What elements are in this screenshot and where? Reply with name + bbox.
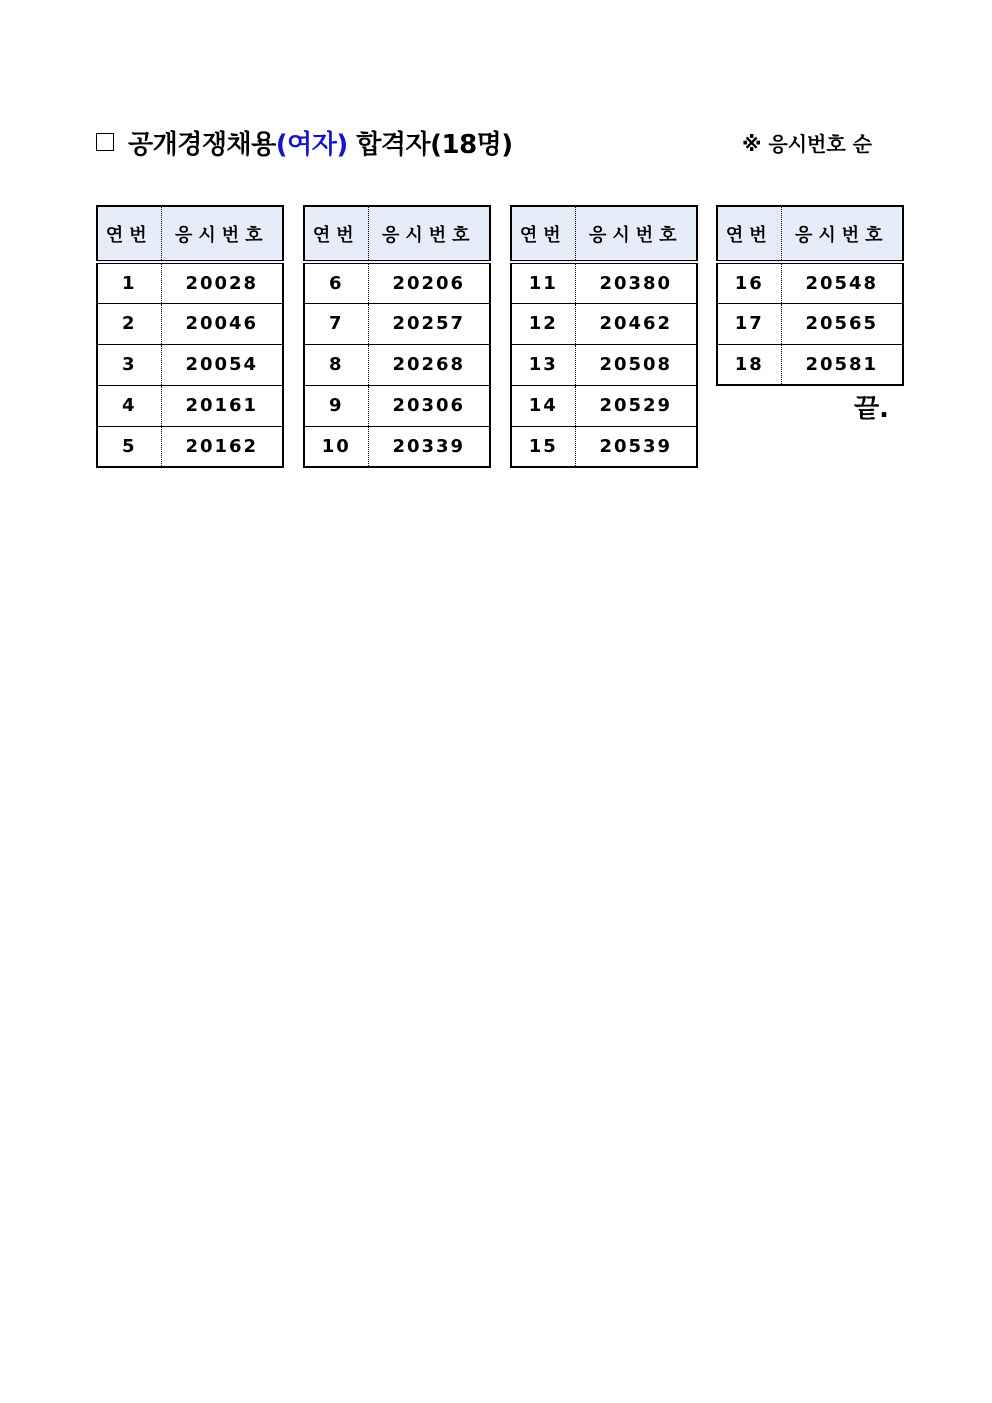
- table-row: [717, 303, 903, 344]
- exam-no-cell: 20028: [161, 262, 283, 303]
- header-exam-no: 응시번호: [161, 206, 283, 262]
- seq-cell: 11: [511, 262, 575, 303]
- table-row: [717, 344, 903, 385]
- exam-no-cell: 20529: [575, 385, 697, 426]
- header-seq: 연번: [304, 206, 368, 262]
- table-row: [97, 262, 283, 303]
- title-highlight: (여자): [275, 129, 348, 160]
- exam-no-cell: 20306: [368, 385, 490, 426]
- exam-no-cell: 20268: [368, 344, 490, 385]
- table-row: [304, 344, 490, 385]
- table-row: [97, 344, 283, 385]
- table-header-row: [717, 206, 903, 262]
- exam-no-cell: 20539: [575, 426, 697, 467]
- exam-no-cell: 20046: [161, 303, 283, 344]
- page-title: [96, 122, 513, 162]
- table-row: [511, 262, 697, 303]
- result-table-3: [510, 205, 698, 468]
- header-seq: 연번: [97, 206, 161, 262]
- table-row: [511, 344, 697, 385]
- table-row: [511, 385, 697, 426]
- table-row: [511, 426, 697, 467]
- exam-no-cell: 20508: [575, 344, 697, 385]
- title-prefix: 공개경쟁채용: [128, 129, 276, 160]
- table-header-row: [511, 206, 697, 262]
- seq-cell: 18: [717, 344, 781, 385]
- seq-cell: 1: [97, 262, 161, 303]
- seq-cell: 2: [97, 303, 161, 344]
- seq-cell: 5: [97, 426, 161, 467]
- exam-no-cell: 20206: [368, 262, 490, 303]
- seq-cell: 4: [97, 385, 161, 426]
- table-row: [717, 262, 903, 303]
- end-mark: 끝.: [854, 394, 889, 424]
- table-header-row: [97, 206, 283, 262]
- table-row: [304, 303, 490, 344]
- result-table-4: [716, 205, 904, 386]
- seq-cell: 13: [511, 344, 575, 385]
- title-suffix: 합격자(18명): [347, 129, 513, 160]
- header-exam-no: 응시번호: [575, 206, 697, 262]
- seq-cell: 8: [304, 344, 368, 385]
- result-table-1: [96, 205, 284, 468]
- exam-no-cell: 20581: [781, 344, 903, 385]
- seq-cell: 15: [511, 426, 575, 467]
- seq-cell: 9: [304, 385, 368, 426]
- header-seq: 연번: [717, 206, 781, 262]
- seq-cell: 3: [97, 344, 161, 385]
- exam-no-cell: 20161: [161, 385, 283, 426]
- table-row: [304, 385, 490, 426]
- header-exam-no: 응시번호: [368, 206, 490, 262]
- table-row: [97, 303, 283, 344]
- seq-cell: 10: [304, 426, 368, 467]
- table-header-row: [304, 206, 490, 262]
- table-row: [97, 426, 283, 467]
- seq-cell: 12: [511, 303, 575, 344]
- exam-no-cell: 20054: [161, 344, 283, 385]
- exam-no-cell: 20548: [781, 262, 903, 303]
- exam-no-cell: 20565: [781, 303, 903, 344]
- result-table-2: [303, 205, 491, 468]
- table-row: [511, 303, 697, 344]
- exam-no-cell: 20162: [161, 426, 283, 467]
- sort-note: ※ 응시번호 순: [742, 131, 872, 156]
- seq-cell: 14: [511, 385, 575, 426]
- seq-cell: 17: [717, 303, 781, 344]
- header-exam-no: 응시번호: [781, 206, 903, 262]
- table-row: [304, 262, 490, 303]
- table-row: [304, 426, 490, 467]
- seq-cell: 7: [304, 303, 368, 344]
- exam-no-cell: 20339: [368, 426, 490, 467]
- seq-cell: 16: [717, 262, 781, 303]
- table-row: [97, 385, 283, 426]
- checkbox-square-icon: [96, 133, 114, 151]
- seq-cell: 6: [304, 262, 368, 303]
- exam-no-cell: 20380: [575, 262, 697, 303]
- header-seq: 연번: [511, 206, 575, 262]
- exam-no-cell: 20257: [368, 303, 490, 344]
- exam-no-cell: 20462: [575, 303, 697, 344]
